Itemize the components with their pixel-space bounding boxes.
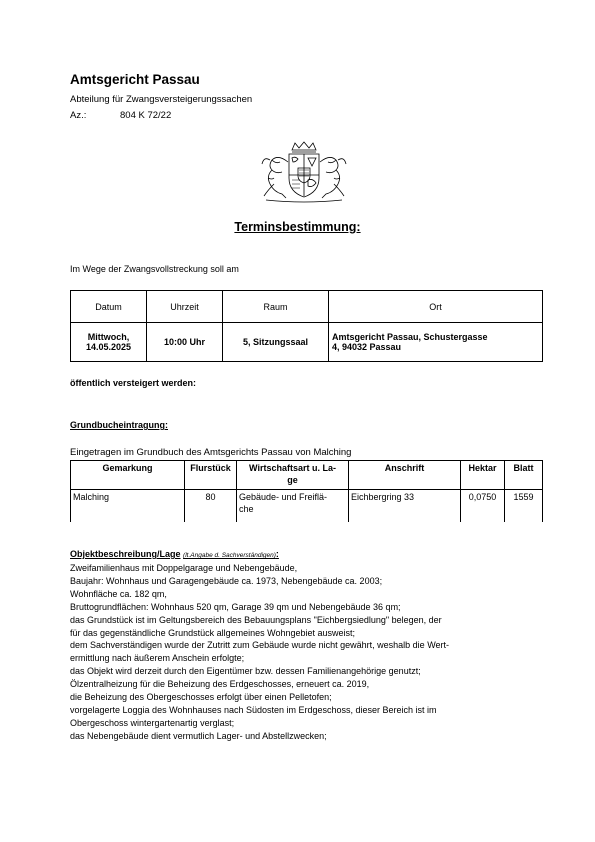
appointment-location-line-2: 4, 94032 Passau bbox=[332, 342, 402, 352]
grundbuch-table-header bbox=[71, 461, 543, 490]
description-line: vorgelagerte Loggia des Wohnhauses nach Südosten im Erdgeschoss, dieser Bereich ist im bbox=[70, 704, 437, 715]
grundbuch-intro: Eingetragen im Grundbuch des Amtsgerichts Passau von Malching bbox=[70, 447, 352, 458]
cell-blatt: 1559 bbox=[505, 490, 543, 523]
description-line: Ölzentralheizung für die Beheizung des Erdgeschosses, erneuert ca. 2019, bbox=[70, 679, 370, 690]
column-header-wirtschaftsart bbox=[237, 461, 349, 490]
cell-wirtschaftsart-line-1: Gebäude- und Freiflä- bbox=[239, 492, 328, 502]
grundbuch-table bbox=[70, 460, 543, 522]
column-header-gemarkung: Gemarkung bbox=[71, 461, 185, 490]
appointment-location bbox=[329, 323, 543, 362]
file-reference bbox=[70, 110, 171, 121]
cell-wirtschaftsart-line-2: che bbox=[239, 504, 254, 514]
object-description-colon: : bbox=[275, 549, 279, 559]
description-line: Zweifamilienhaus mit Doppelgarage und Nebengebäude, bbox=[70, 563, 298, 573]
object-description-title bbox=[70, 549, 279, 559]
object-description-heading: Objektbeschreibung/Lage bbox=[70, 549, 181, 559]
description-line: das Grundstück ist im Geltungsbereich des Bebauungsplans "Eichbergsiedlung" belegen, der bbox=[70, 614, 442, 625]
description-line: das Objekt wird derzeit durch den Eigentümer bzw. dessen Familienangehörige genutzt; bbox=[70, 666, 421, 677]
column-header-wirtschaftsart-line-2: ge bbox=[287, 475, 298, 485]
table-row bbox=[71, 323, 543, 362]
description-line: Bruttogrundflächen: Wohnhaus 520 qm, Garage 39 qm und Nebengebäude 36 qm; bbox=[70, 601, 401, 612]
intro-text: Im Wege der Zwangsvollstreckung soll am bbox=[70, 264, 239, 274]
auction-text: öffentlich versteigert werden: bbox=[70, 378, 197, 388]
file-reference-value: 804 K 72/22 bbox=[120, 110, 172, 121]
column-header-raum: Raum bbox=[223, 291, 329, 323]
appointment-table bbox=[70, 290, 543, 362]
column-header-anschrift: Anschrift bbox=[349, 461, 461, 490]
page-title: Terminsbestimmung: bbox=[234, 220, 361, 234]
object-description-note: (lt.Angabe d. Sachverständigen) bbox=[183, 552, 276, 559]
appointment-table-header bbox=[71, 291, 543, 323]
description-line: dem Sachverständigen wurde der Zutritt zum Gebäude wurde nicht gewährt, weshalb die Wert- bbox=[70, 640, 450, 651]
bavarian-coat-of-arms-icon bbox=[258, 140, 350, 204]
court-name: Amtsgericht Passau bbox=[70, 72, 200, 87]
appointment-location-line-1: Amtsgericht Passau, Schustergasse bbox=[332, 332, 488, 342]
appointment-weekday: Mittwoch, bbox=[87, 332, 130, 342]
description-line: Obergeschoss wintergartenartig verglast; bbox=[70, 717, 235, 728]
description-line: Baujahr: Wohnhaus und Garagengebäude ca. 1973, Nebengebäude ca. 2003; bbox=[70, 575, 383, 586]
object-description bbox=[70, 562, 550, 743]
file-reference-label: Az.: bbox=[70, 110, 87, 121]
column-header-hektar: Hektar bbox=[461, 461, 505, 490]
cell-wirtschaftsart bbox=[237, 490, 349, 523]
appointment-date bbox=[71, 323, 147, 362]
description-line: für das gegenständliche Grundstück allgemeines Wohngebiet ausweist; bbox=[70, 627, 356, 638]
cell-gemarkung: Malching bbox=[71, 490, 185, 523]
appointment-time: 10:00 Uhr bbox=[147, 323, 223, 362]
cell-flurstueck: 80 bbox=[185, 490, 237, 523]
description-line: die Beheizung des Obergeschosses erfolgt über einen Pelletofen; bbox=[70, 692, 332, 703]
appointment-room: 5, Sitzungssaal bbox=[223, 323, 329, 362]
column-header-blatt: Blatt bbox=[505, 461, 543, 490]
cell-hektar: 0,0750 bbox=[461, 490, 505, 523]
column-header-datum: Datum bbox=[71, 291, 147, 323]
department-name: Abteilung für Zwangsversteigerungssachen bbox=[70, 94, 253, 105]
column-header-uhrzeit: Uhrzeit bbox=[147, 291, 223, 323]
appointment-date-value: 14.05.2025 bbox=[85, 342, 132, 352]
grundbuch-title: Grundbucheintragung: bbox=[70, 420, 168, 430]
column-header-flurstueck: Flurstück bbox=[185, 461, 237, 490]
description-line: das Nebengebäude dient vermutlich Lager- und Abstellzwecken; bbox=[70, 730, 327, 741]
cell-anschrift: Eichbergring 33 bbox=[349, 490, 461, 523]
table-row bbox=[71, 490, 543, 523]
description-line: Wohnfläche ca. 182 qm, bbox=[70, 588, 167, 599]
description-line: ermittlung nach äußerem Anschein erfolgte; bbox=[70, 653, 245, 664]
column-header-wirtschaftsart-line-1: Wirtschaftsart u. La- bbox=[249, 463, 336, 473]
column-header-ort: Ort bbox=[329, 291, 543, 323]
